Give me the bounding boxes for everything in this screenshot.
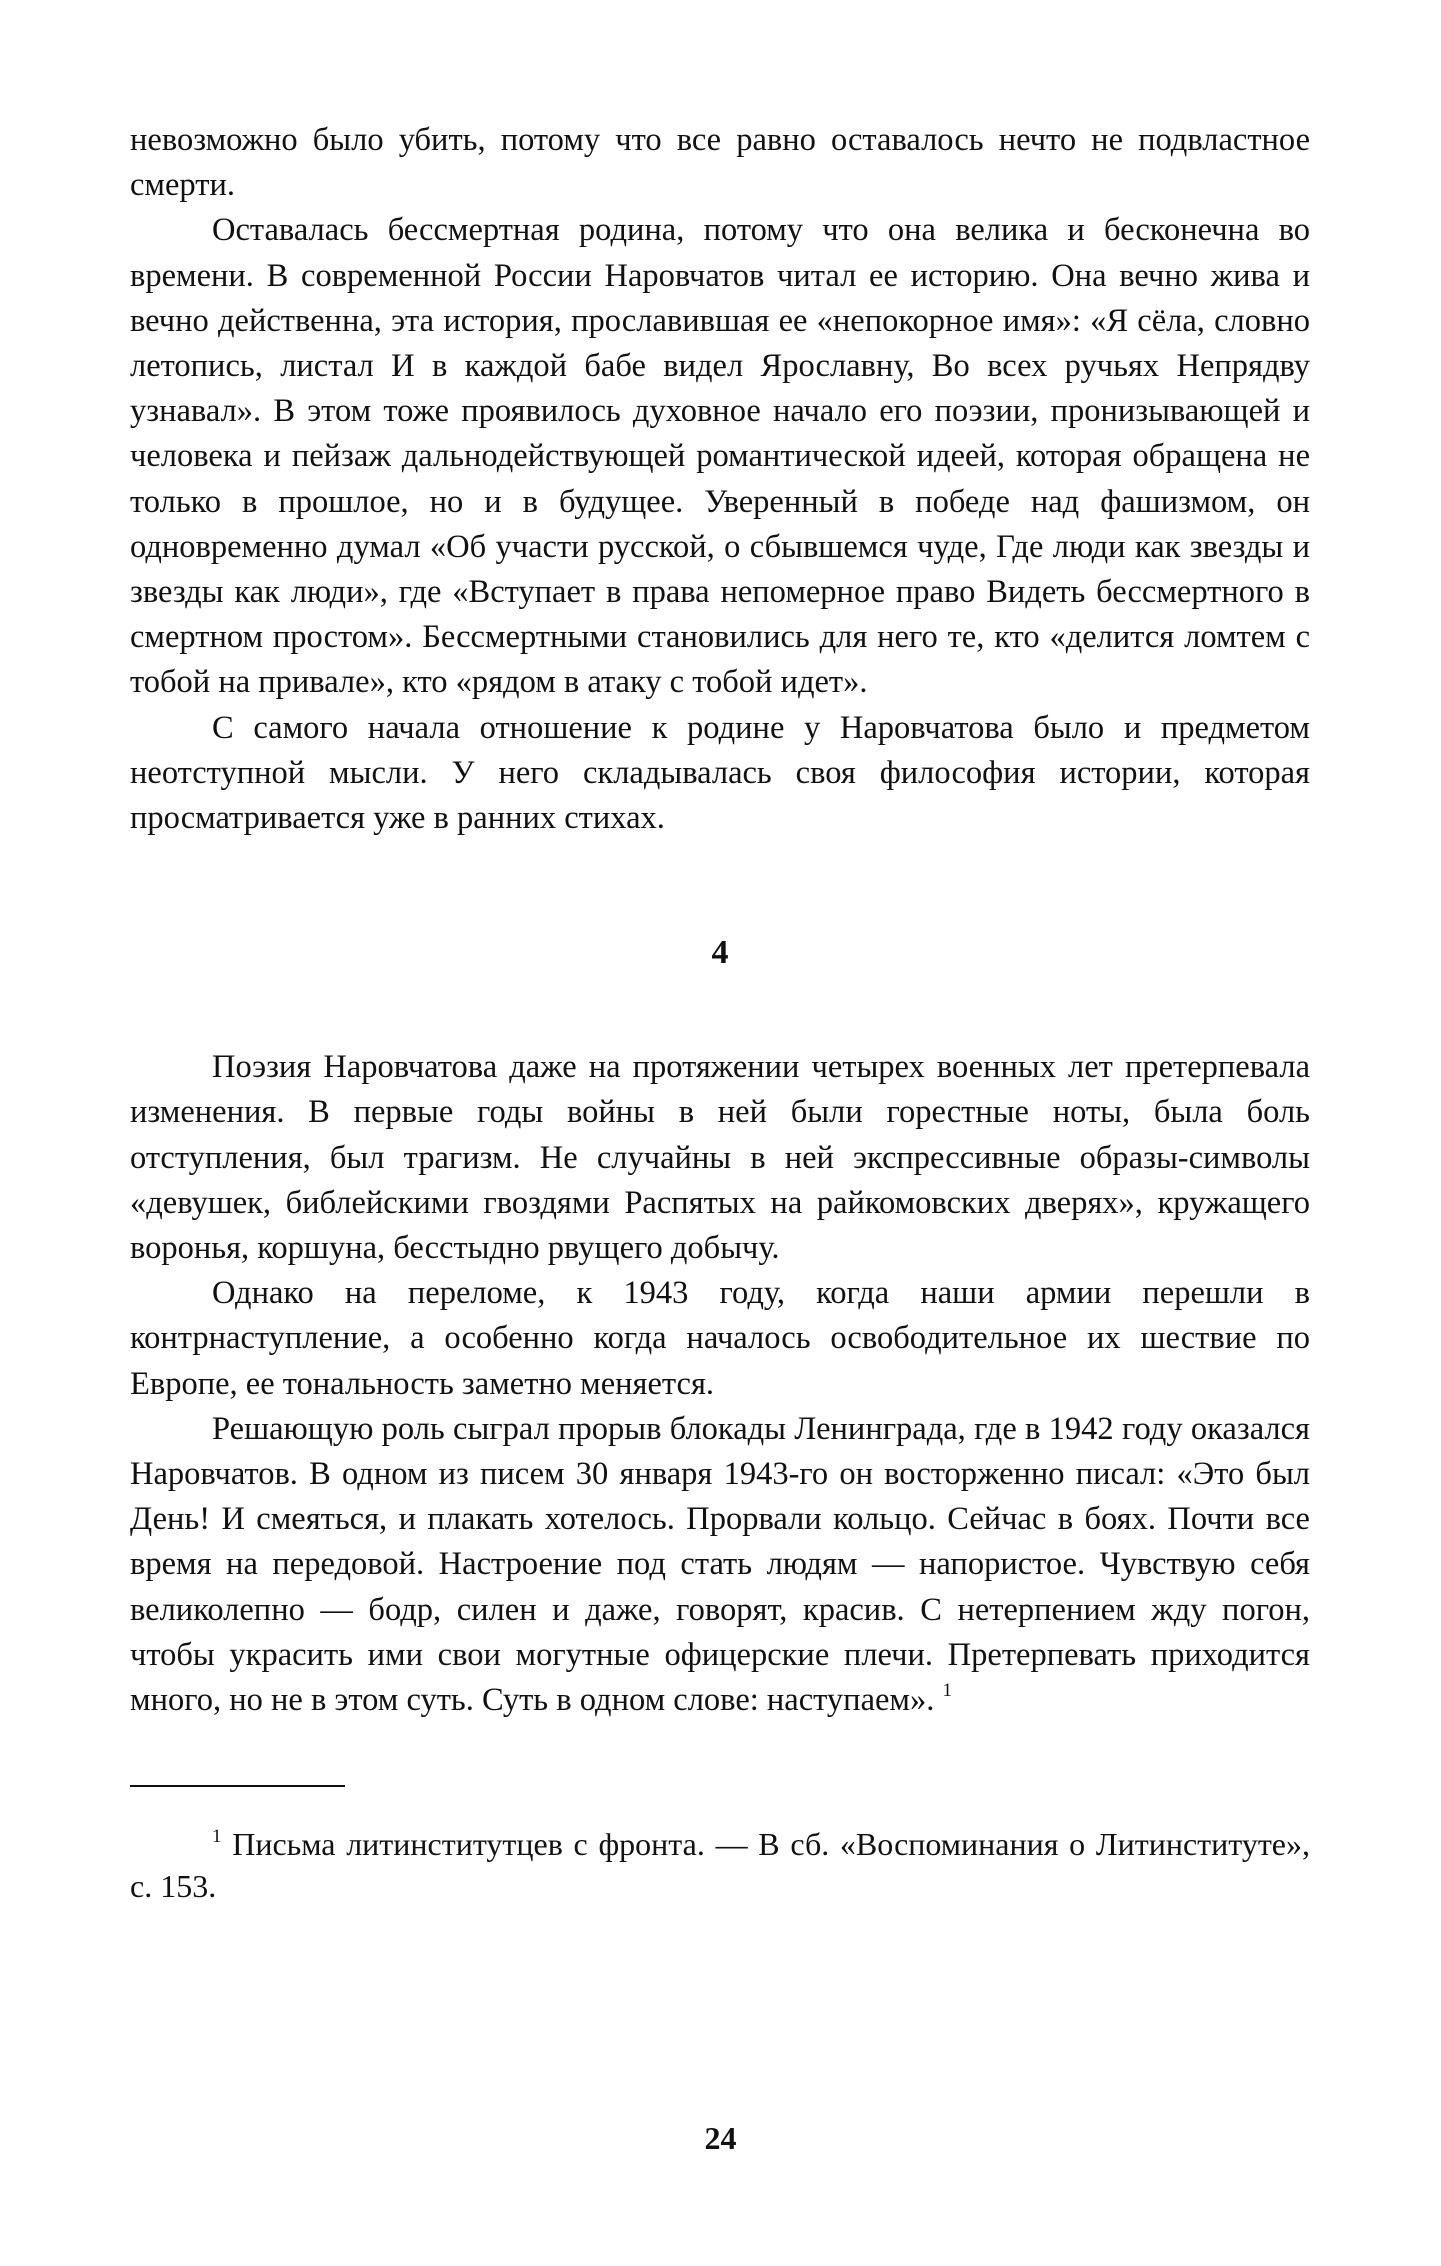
paragraph-6-text: Решающую роль сыграл прорыв блокады Ленинграда, где в 1942 году оказался Наровчатов. В одном из писем 30 января 1943-го он восторженно писал: «Это был День! И смеяться, и плакать хотелось. Прорвали кольцо. Сейчас в боях. Почти все время на передовой. Настроение под стать людям — напористое. Чувствую себя великолепно — бодр, силен и даже, говорят, красив. С нетерпением жду погон, чтобы украсить ими свои могутные офицерские плечи. Претерпевать приходится много, но не в этом суть. Суть в одном слове: наступаем».	[130, 1410, 1310, 1719]
footnote	[130, 1823, 1310, 1907]
section-number: 4	[711, 934, 729, 972]
footnote-divider	[130, 1785, 345, 1787]
footnote-mark: 1	[212, 1825, 222, 1847]
paragraph-4: Поэзия Наровчатова даже на протяжении четырех военных лет претерпевала изменения. В первые годы войны в ней были горестные ноты, была боль отступления, был трагизм. Не случайны в ней экспрессивные образы-символы «девушек, библейскими гвоздями Распятых на райкомовских дверях», кружащего воронья, коршуна, бесстыдно рвущего добычу.	[130, 1049, 1310, 1267]
paragraph-2: Оставалась бессмертная родина, потому что она велика и бесконечна во времени. В современной России Наровчатов читал ее историю. Она вечно жива и вечно действенна, эта история, прославившая ее «непокорное имя»: «Я сёла, словно летопись, листал И в каждой бабе видел Ярославну, Во всех ручьях Непрядву узнавал». В этом тоже проявилось духовное начало его поэзии, пронизывающей и человека и пейзаж дальнодействующей романтической идеей, которая обращена не только в прошлое, но и в будущее. Уверенный в победе над фашизмом, он одновременно думал «Об участи русской, о сбывшемся чуде, Где люди как звезды и звезды как люди», где «Вступает в права непомерное право Видеть бессмертного в смертном простом». Бессмертными становились для него те, кто «делится ломтем с тобой на привале», кто «рядом в атаку с тобой идет».	[130, 212, 1310, 701]
page-number: 24	[704, 2120, 737, 2156]
paragraph-6	[130, 1407, 1310, 1723]
footnote-text: Письма литинститутцев с фронта. — В сб. «Воспоминания о Литинституте», с. 153.	[130, 1826, 1311, 1905]
paragraph-5: Однако на переломе, к 1943 году, когда наши армии перешли в контрнаступление, а особенно когда началось освободительное их шествие по Европе, ее тональность заметно меняется.	[130, 1275, 1310, 1402]
page-body	[130, 118, 1310, 1907]
footnote-reference[interactable]: 1	[942, 1680, 952, 1702]
paragraph-1: невозможно было убить, потому что все равно оставалось нечто не подвластное смерти.	[130, 122, 1310, 204]
paragraph-3: С самого начала отношение к родине у Наровчатова было и предметом неотступной мысли. У него складывалась своя философия истории, которая просматривается уже в ранних стихах.	[130, 709, 1310, 837]
